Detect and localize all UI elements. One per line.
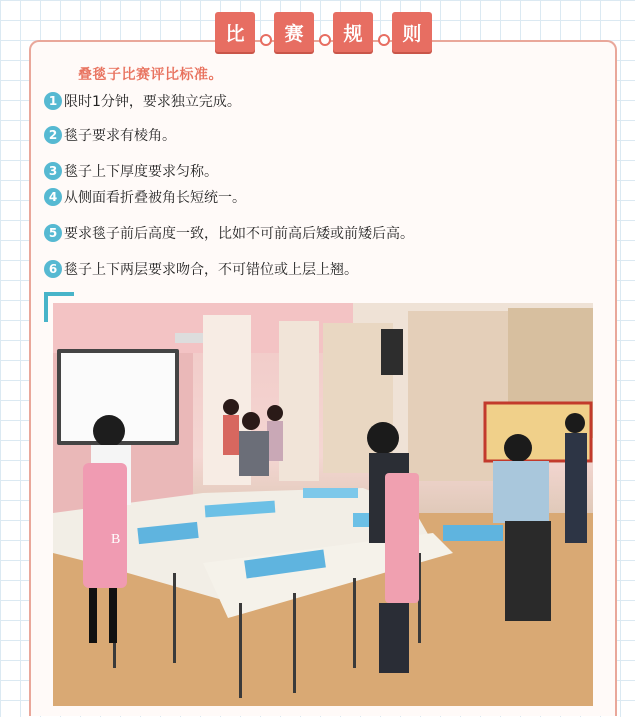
rule-item — [44, 223, 414, 243]
rule-item — [44, 187, 246, 207]
apron-letter: B — [111, 532, 121, 547]
title-dot-icon — [319, 34, 331, 46]
rule-item — [44, 91, 241, 111]
title-char: 赛 — [274, 12, 314, 52]
rule-item — [44, 161, 218, 181]
number-1-icon: 1 — [44, 92, 62, 110]
rule-text: 从侧面看折叠被角长短统一。 — [64, 190, 246, 206]
section-title — [0, 12, 635, 58]
rule-item — [44, 125, 176, 145]
competition-photo — [53, 303, 593, 706]
title-char: 比 — [215, 12, 255, 52]
rule-text: 毯子上下厚度要求匀称。 — [64, 164, 218, 180]
number-6-icon: 6 — [44, 260, 62, 278]
number-5-icon: 5 — [44, 224, 62, 242]
number-3-icon: 3 — [44, 162, 62, 180]
rule-text: 要求毯子前后高度一致，比如不可前高后矮或前矮后高。 — [64, 226, 414, 242]
rule-text: 毯子要求有棱角。 — [64, 128, 176, 144]
subtitle: 叠毯子比赛评比标准。 — [78, 67, 223, 83]
title-char: 则 — [392, 12, 432, 52]
rule-text: 限时1分钟，要求独立完成。 — [64, 94, 241, 110]
number-4-icon: 4 — [44, 188, 62, 206]
title-dot-icon — [260, 34, 272, 46]
rule-text: 毯子上下两层要求吻合，不可错位或上层上翘。 — [64, 262, 358, 278]
rule-item — [44, 259, 358, 279]
number-2-icon: 2 — [44, 126, 62, 144]
title-dot-icon — [378, 34, 390, 46]
photo-illustration — [53, 303, 593, 706]
title-char: 规 — [333, 12, 373, 52]
